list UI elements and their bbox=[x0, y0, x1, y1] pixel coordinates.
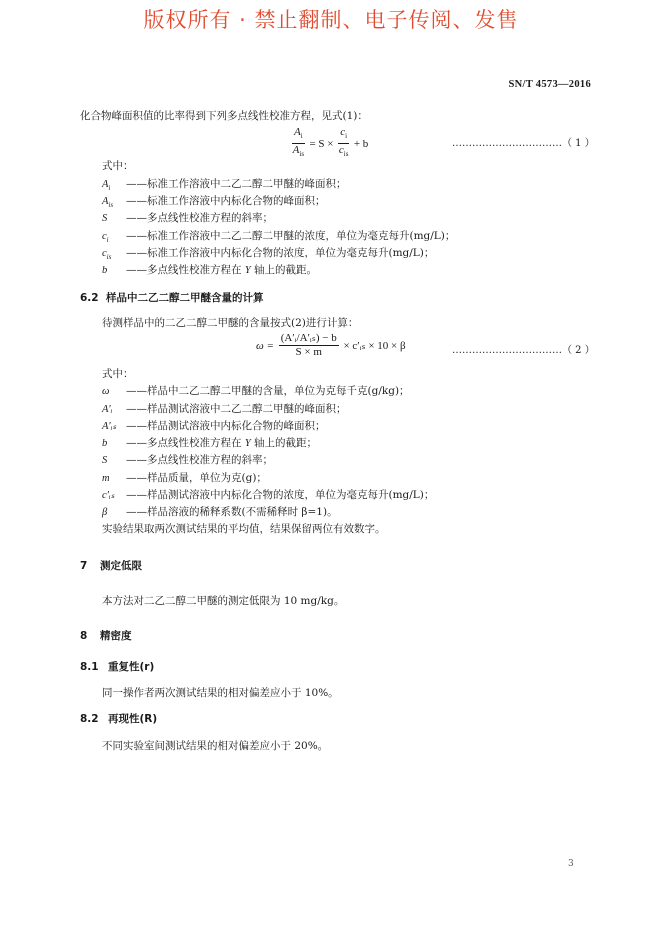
definition-item: $A_{is}$ ——标准工作溶液中内标化合物的峰面积； bbox=[102, 195, 326, 210]
definition-item: c′ᵢₛ ——样品测试溶液中内标化合物的浓度，单位为毫克每升(mg/L)； bbox=[102, 489, 435, 501]
definition-item: A′ᵢ ——样品测试溶液中二乙二醇二甲醚的峰面积； bbox=[102, 403, 347, 415]
section-8-2-heading: 8.2 再现性(R) bbox=[80, 713, 158, 725]
where-label-1: 式中： bbox=[102, 160, 134, 172]
definition-item: A′ᵢₛ ——样品测试溶液中内标化合物的峰面积； bbox=[102, 420, 326, 432]
section-8-heading: 8 精密度 bbox=[80, 630, 132, 642]
equation-2-number: ……………………………（ 2 ） bbox=[452, 345, 595, 356]
definition-item: $c_i$ ——标准工作溶液中二乙二醇二甲醚的浓度，单位为毫克每升(mg/L)； bbox=[102, 230, 456, 245]
definition-item: S ——多点线性校准方程的斜率； bbox=[102, 212, 273, 224]
section-6-2-intro: 待测样品中的二乙二醇二甲醚的含量按式(2)进行计算： bbox=[102, 317, 359, 329]
section-6-2-heading: 6.2 样品中二乙二醇二甲醚含量的计算 bbox=[80, 292, 264, 304]
section-8-1-text: 同一操作者两次测试结果的相对偏差应小于 10%。 bbox=[102, 687, 339, 699]
copyright-watermark: 版权所有 · 禁止翻制、电子传阅、发售 bbox=[143, 8, 519, 32]
section-8-2-text: 不同实验室间测试结果的相对偏差应小于 20%。 bbox=[102, 740, 329, 752]
section-7-text: 本方法对二乙二醇二甲醚的测定低限为 10 mg/kg。 bbox=[102, 595, 345, 607]
page-number: 3 bbox=[568, 859, 574, 869]
equation-2 bbox=[254, 332, 408, 359]
definition-item: m ——样品质量，单位为克(g)； bbox=[102, 472, 267, 484]
eq1-lhs-fraction: $\frac{A_i}{A_{is}}$ bbox=[292, 126, 305, 159]
definition-item: β ——样品溶液的稀释系数(不需稀释时 β=1)。 bbox=[102, 506, 338, 518]
eq2-tail: × c′ᵢₛ × 10 × β bbox=[343, 340, 406, 352]
definition-item: $c_{is}$ ——标准工作溶液中内标化合物的浓度，单位为毫克每升(mg/L)； bbox=[102, 247, 435, 262]
eq2-lhs: ω = bbox=[256, 339, 274, 352]
eq1-plus-b: + b bbox=[353, 137, 369, 150]
eq1-rhs-fraction: $\frac{c_i}{c_{is}}$ bbox=[338, 126, 349, 159]
section-7-heading: 7 测定低限 bbox=[80, 560, 142, 572]
definition-item: b ——多点线性校准方程在 Y 轴上的截距； bbox=[102, 437, 318, 449]
eq1-equals-s: = S × bbox=[309, 137, 334, 150]
eq2-fraction: $\frac{\text{(A′ᵢ/A′ᵢₛ) − b}}{S \times m}$ bbox=[280, 332, 337, 358]
section-8-1-heading: 8.1 重复性(r) bbox=[80, 661, 155, 673]
definition-item: ω ——样品中二乙二醇二甲醚的含量，单位为克每千克(g/kg)； bbox=[102, 385, 410, 397]
equation-1 bbox=[292, 126, 370, 161]
standard-number: SN/T 4573—2016 bbox=[508, 79, 591, 90]
where-label-2: 式中： bbox=[102, 368, 134, 380]
definition-item: S ——多点线性校准方程的斜率； bbox=[102, 454, 273, 466]
definition-item: b ——多点线性校准方程在 Y 轴上的截距。 bbox=[102, 264, 318, 276]
intro-line: 化合物峰面积值的比率得到下列多点线性校准方程，见式(1)： bbox=[80, 110, 368, 122]
definition-item: $A_i$ ——标准工作溶液中二乙二醇二甲醚的峰面积； bbox=[102, 178, 347, 193]
result-note: 实验结果取两次测试结果的平均值，结果保留两位有效数字。 bbox=[102, 523, 386, 535]
equation-1-number: ……………………………（ 1 ） bbox=[452, 138, 595, 149]
